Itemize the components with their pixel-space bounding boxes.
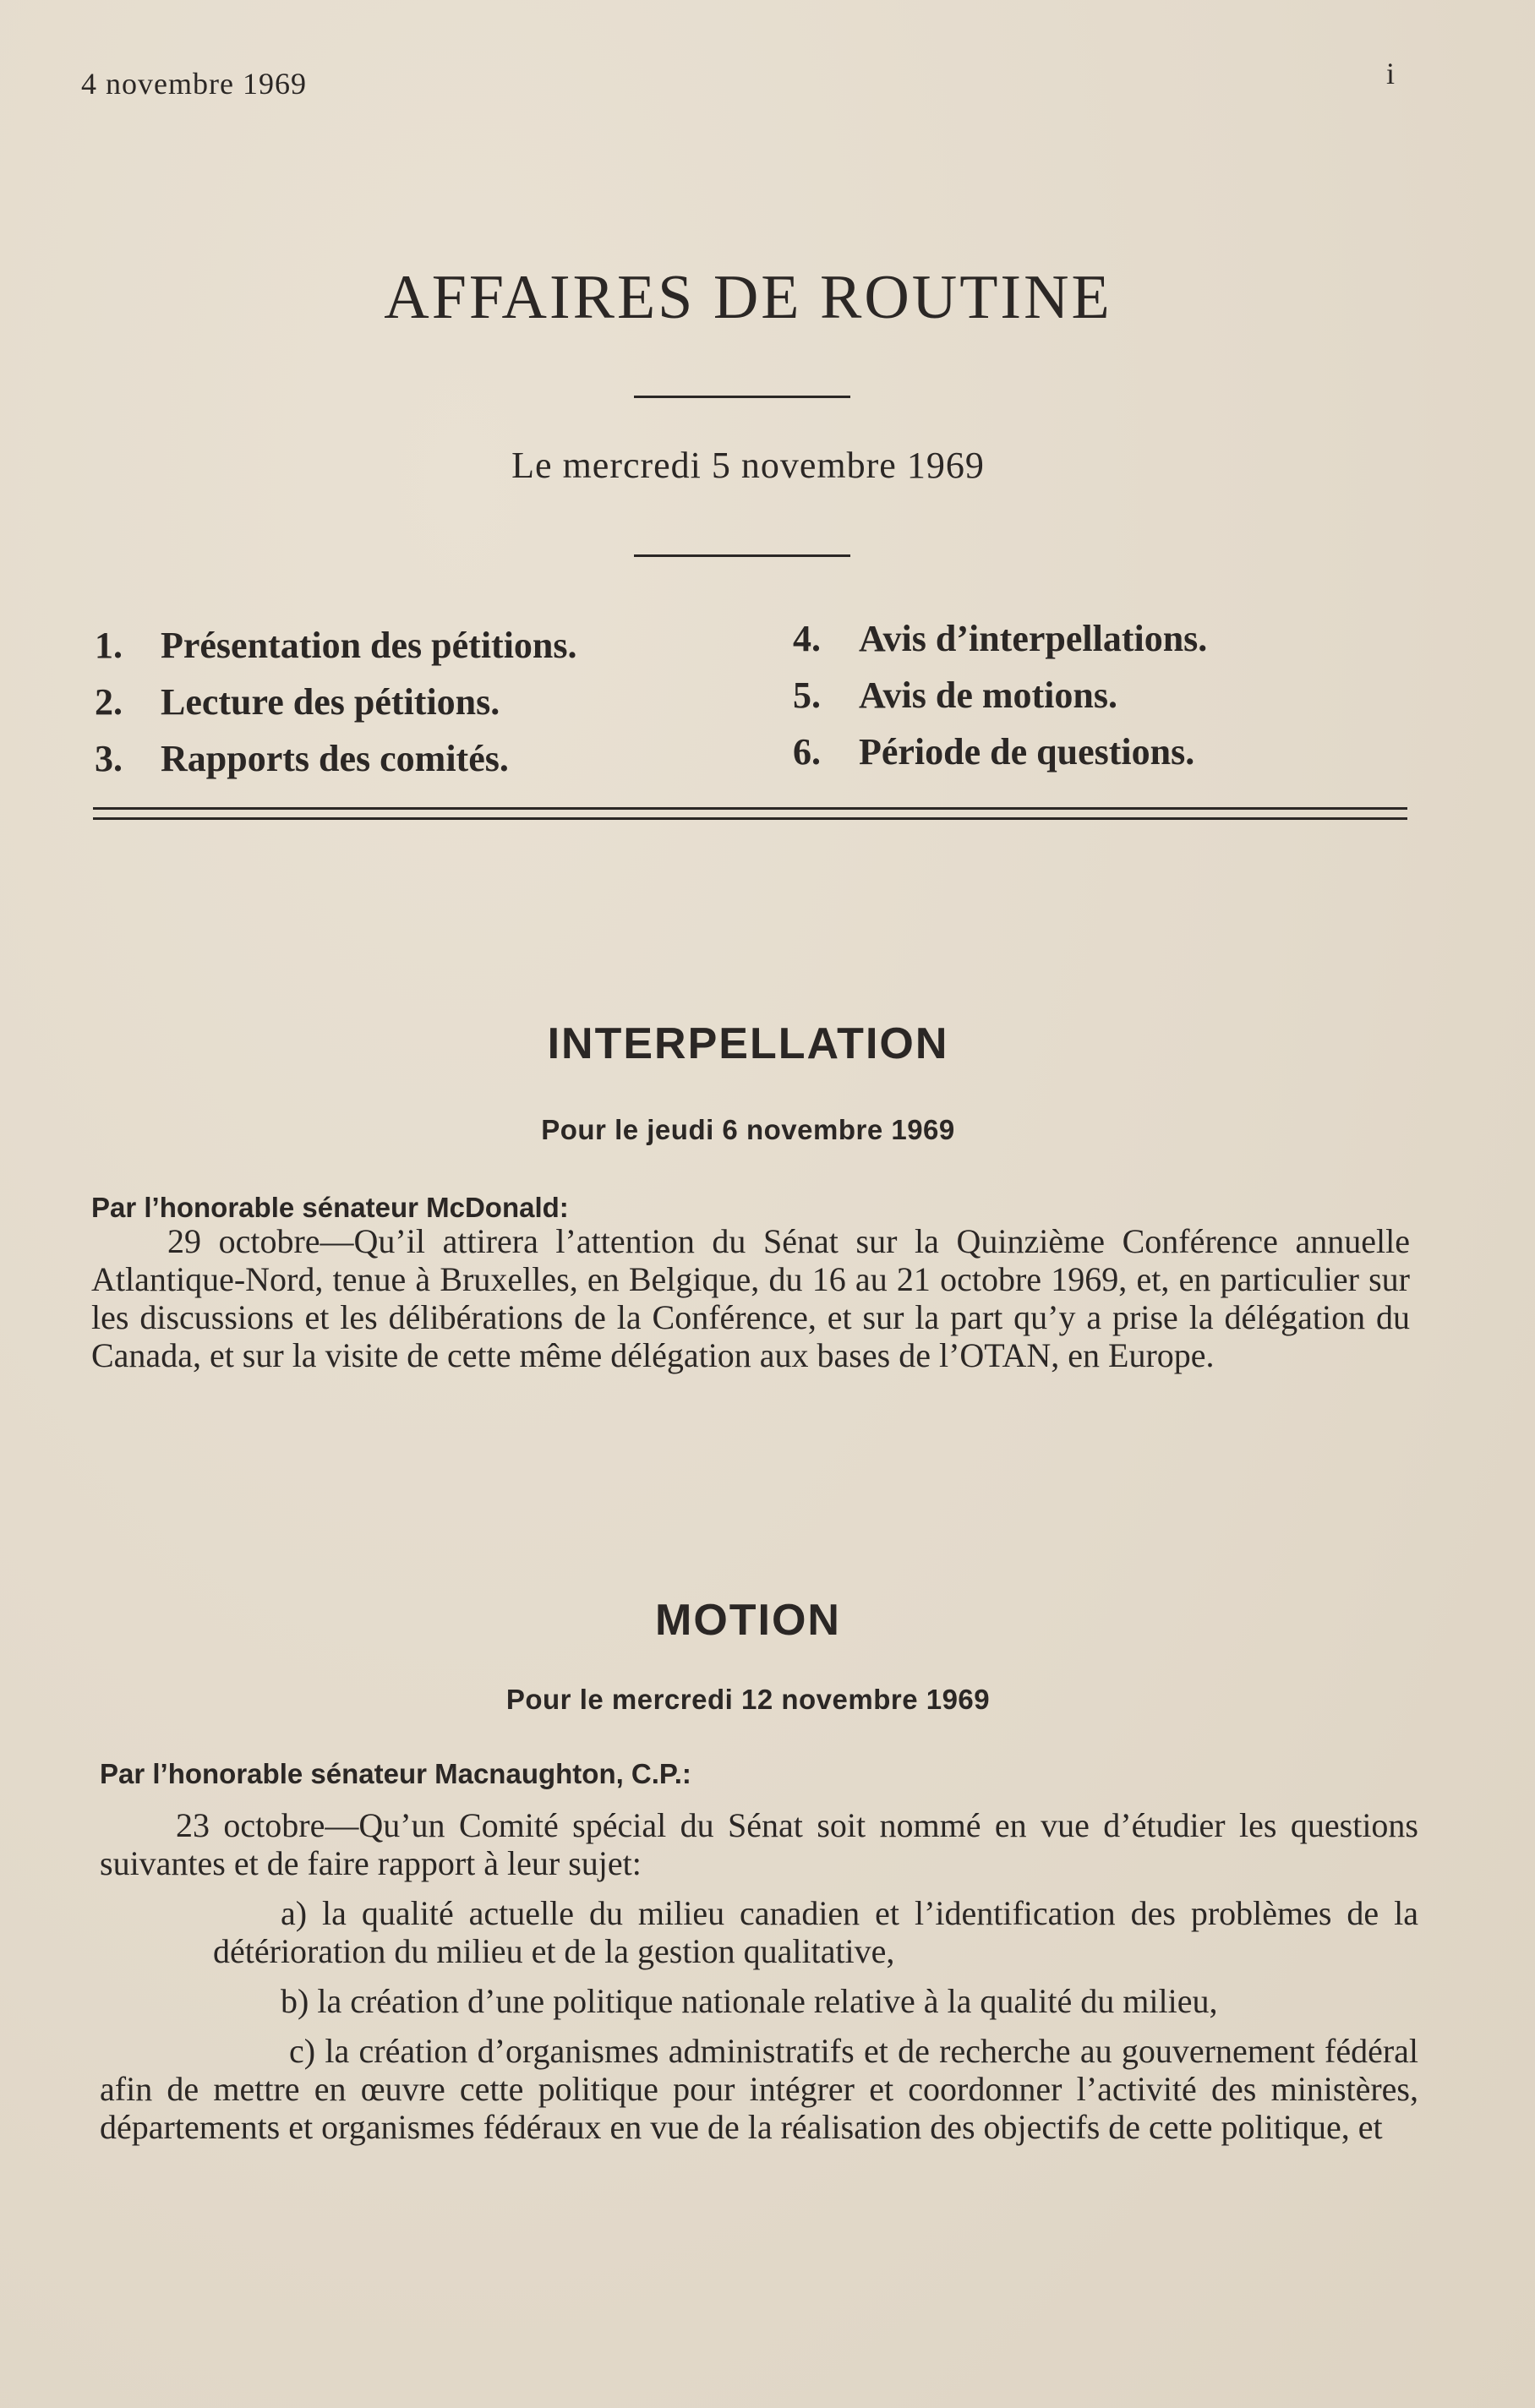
section-double-rule [93,807,1407,820]
interpellation-text: 29 octobre—Qu’il attirera l’attention du Sénat sur la Quinzième Conférence annuelle Atlantique-Nord, tenue à Bruxelles, en Belgique, du 16 au 21 octobre 1969, et, en particulier sur les discussions et les délibérations de la Conférence, et sur la part qu’y a prise la délégation du Canada, et sur la visite de cette même délégation aux bases de l’OTAN, en Europe. [91,1222,1410,1374]
motion-heading: MOTION [655,1596,841,1645]
order-item [95,730,577,787]
order-item-number: 5. [793,674,821,716]
order-list-left [95,617,577,787]
motion-item-label: c) [289,2032,316,2070]
order-item-number: 3. [95,738,123,779]
order-item-label: Rapports des comités. [161,738,509,779]
subtitle-divider [634,554,850,557]
motion-item-text: la qualité actuelle du milieu canadien et l’identification des problèmes de la détérioration du milieu et de la gestion qualitative, [213,1894,1419,1970]
motion-date: Pour le mercredi 12 novembre 1969 [505,1684,991,1715]
motion-item-text: la création d’une politique nationale relative à la qualité du milieu, [317,1982,1218,2020]
motion-item-label: b) [281,1982,309,2020]
order-item-label: Avis d’interpellations. [859,618,1208,659]
order-item-number: 2. [95,681,123,723]
motion-item-label: a) [281,1894,308,1932]
order-item-label: Période de questions. [859,731,1195,773]
interpellation-heading: INTERPELLATION [547,1019,949,1068]
motion-author: Par l’honorable sénateur Macnaughton, C.P.: [100,1758,691,1789]
page-subtitle: Le mercredi 5 novembre 1969 [511,445,985,486]
order-item [793,610,1207,667]
order-item [793,723,1207,780]
motion-item-c [100,2032,1418,2146]
order-item-label: Lecture des pétitions. [161,681,500,723]
motion-item-b [100,1982,1418,2020]
motion-item-a [100,1894,1418,1970]
header-date: 4 novembre 1969 [81,67,307,101]
order-item [95,617,577,674]
order-item-label: Avis de motions. [859,674,1117,716]
page-title: AFFAIRES DE ROUTINE [384,263,1112,332]
order-item-number: 4. [793,618,821,659]
order-item-number: 1. [95,625,123,666]
order-item [793,667,1207,723]
interpellation-author: Par l’honorable sénateur McDonald: [91,1192,569,1223]
order-item-number: 6. [793,731,821,773]
motion-item-text: la création d’organismes administratifs et de recherche au gouvernement fédéral afin de mettre en œuvre cette politique pour intégrer et coordonner l’activité des ministères, départements et organismes fédéraux en vue de la réalisation des objectifs de cette politique, et [100,2032,1419,2146]
page-number: i [1386,57,1396,90]
motion-intro: 23 octobre—Qu’un Comité spécial du Sénat soit nommé en vue d’étudier les questions suivantes et de faire rapport à leur sujet: [100,1806,1418,1882]
motion-body [100,1806,1418,2146]
title-divider [634,396,850,398]
order-item-label: Présentation des pétitions. [161,625,577,666]
order-list-right [793,610,1207,780]
interpellation-body [91,1222,1410,1374]
order-item [95,674,577,730]
interpellation-date: Pour le jeudi 6 novembre 1969 [541,1114,955,1145]
